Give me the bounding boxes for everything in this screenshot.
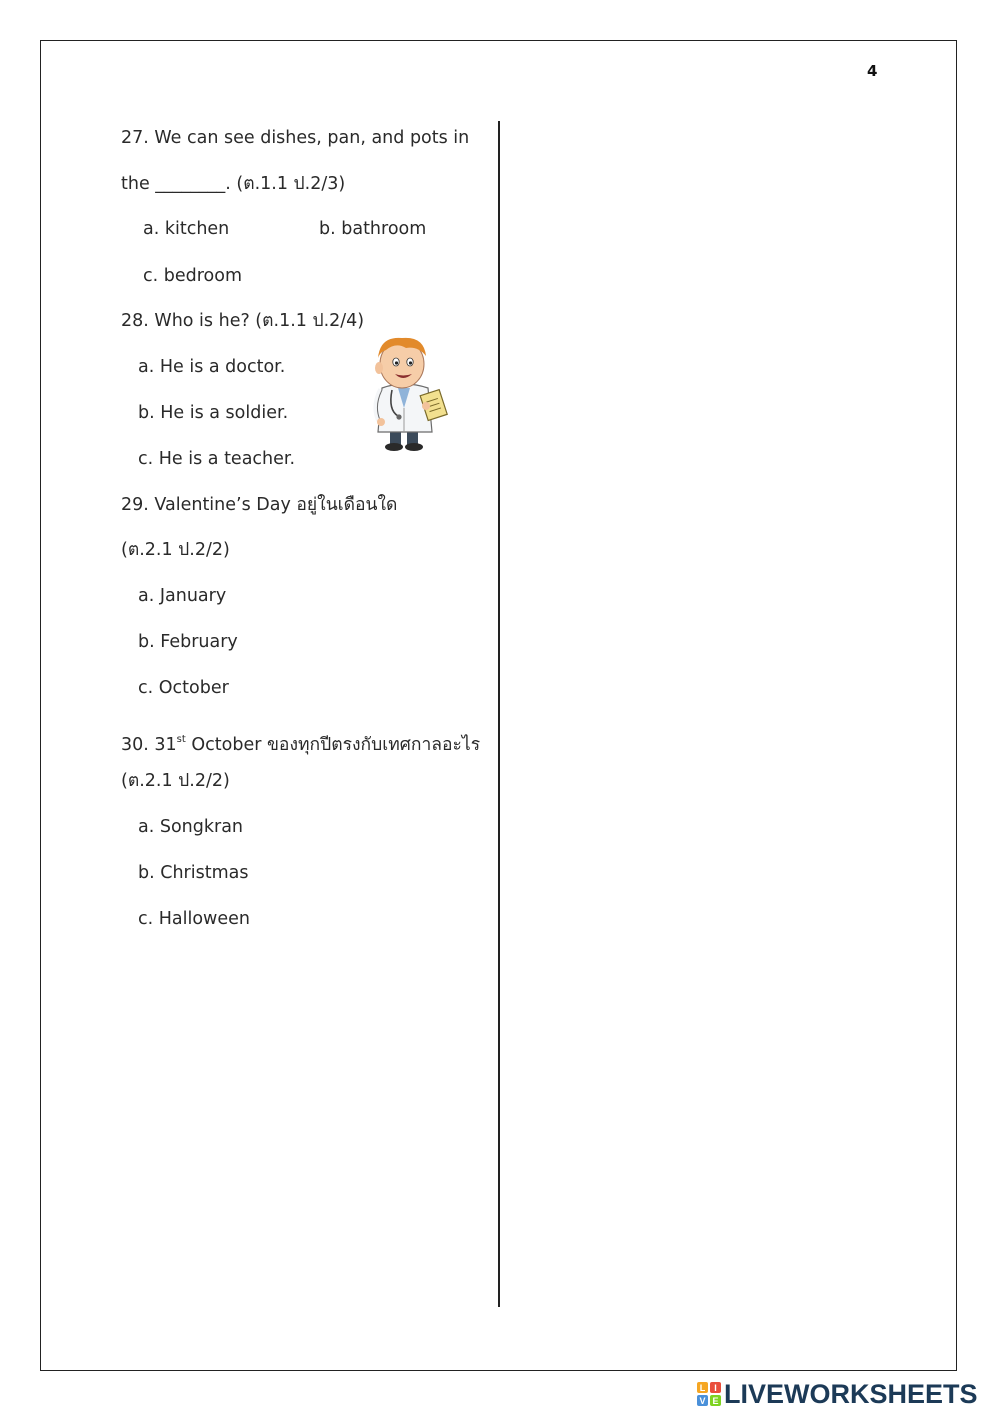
question-30-ordinal: st xyxy=(176,734,186,745)
question-28-option-a[interactable]: a. He is a doctor. xyxy=(138,357,286,377)
svg-text:I: I xyxy=(714,1383,717,1393)
question-30-option-c[interactable]: c. Halloween xyxy=(138,909,250,929)
question-28-text: 28. Who is he? (ต.1.1 ป.2/4) xyxy=(121,311,365,331)
doctor-image xyxy=(362,330,454,452)
question-27-text-continued: the ________. (ต.1.1 ป.2/3) xyxy=(121,174,346,194)
liveworksheets-wordmark: LIVEWORKSHEETS xyxy=(724,1378,978,1409)
question-29-text: 29. Valentine’s Day อยู่ในเดือนใด xyxy=(121,495,398,515)
question-30-rest: October ของทุกปีตรงกับเทศกาลอะไร xyxy=(185,735,481,755)
question-27-option-a[interactable]: a. kitchen xyxy=(143,219,230,239)
liveworksheets-logo xyxy=(697,1378,978,1410)
question-30-text-continued: (ต.2.1 ป.2/2) xyxy=(121,771,230,791)
question-30-option-a[interactable]: a. Songkran xyxy=(138,817,244,837)
svg-text:V: V xyxy=(699,1396,706,1406)
question-30-text xyxy=(121,734,480,756)
question-28-option-b[interactable]: b. He is a soldier. xyxy=(138,403,289,423)
svg-text:L: L xyxy=(699,1383,706,1393)
question-27-option-c[interactable]: c. bedroom xyxy=(143,266,243,286)
question-29-option-c[interactable]: c. October xyxy=(138,678,229,698)
question-30-prefix: 30. 31 xyxy=(121,735,177,755)
question-27-text: 27. We can see dishes, pan, and pots in xyxy=(121,128,470,148)
question-29-option-b[interactable]: b. February xyxy=(138,632,238,652)
question-29-option-a[interactable]: a. January xyxy=(138,586,227,606)
liveworksheets-badge-icon xyxy=(697,1382,721,1406)
page-number: 4 xyxy=(867,62,878,80)
question-28-option-c[interactable]: c. He is a teacher. xyxy=(138,449,296,469)
question-30-option-b[interactable]: b. Christmas xyxy=(138,863,249,883)
svg-text:E: E xyxy=(712,1396,719,1406)
column-divider xyxy=(498,121,500,1307)
question-29-text-continued: (ต.2.1 ป.2/2) xyxy=(121,540,230,560)
question-27-option-b[interactable]: b. bathroom xyxy=(319,219,427,239)
